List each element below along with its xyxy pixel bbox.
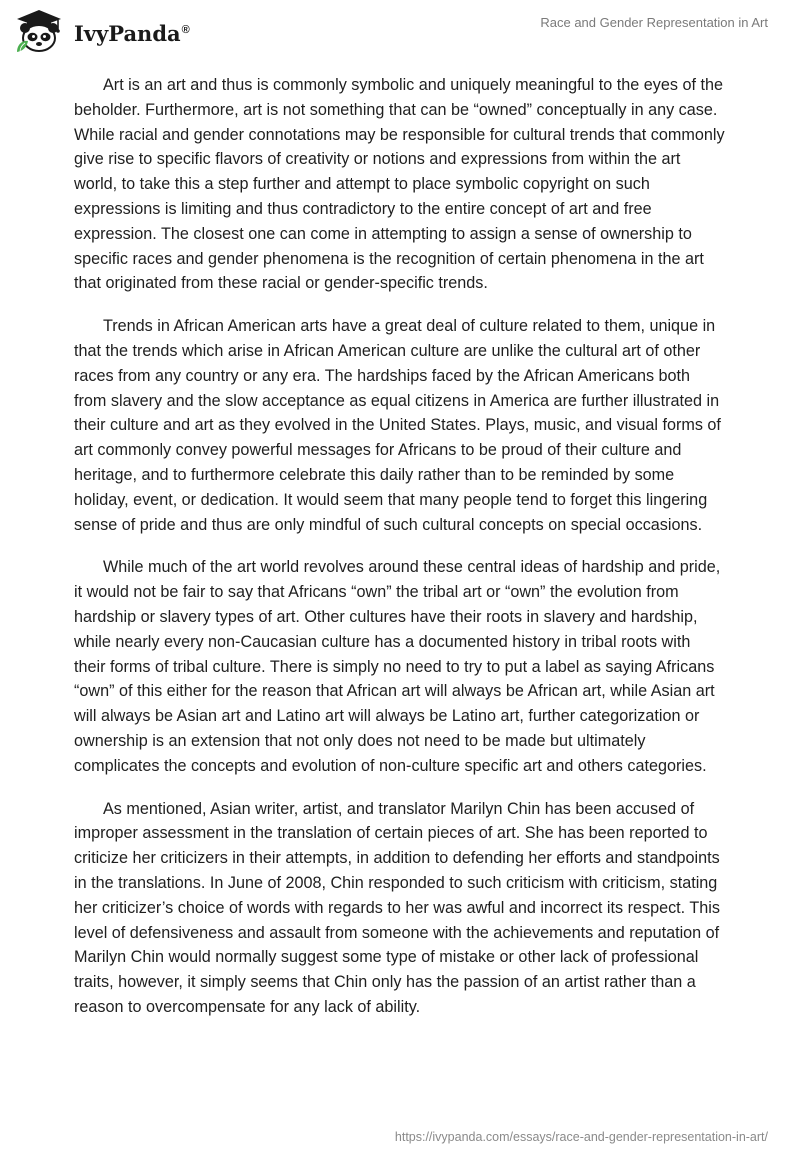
paragraph: Trends in African American arts have a great deal of culture related to them, unique in that the trends which arise in African American culture are unlike the cultural art of other races from any country or any era. The hardships faced by the African Americans both from slavery and the slow acceptance as equal citizens in America are further illustrated in their culture and art as they evolved in the United States. Plays, music, and visual forms of art commonly convey powerful messages for Africans to be proud of their culture and heritage, and to furthermore celebrate this daily rather than to be reminded by some holiday, event, or dedication. It would seem that many people tend to forget this lingering sense of pride and thus are only mindful of such cultural concepts on special occasions.: [74, 317, 721, 534]
source-url[interactable]: https://ivypanda.com/essays/race-and-gender-representation-in-art/: [394, 1130, 768, 1144]
paragraph: As mentioned, Asian writer, artist, and translator Marilyn Chin has been accused of improper assessment in the translation of certain pieces of art. She has been reported to criticize her criticizers in their attempts, in addition to defending her efforts and standpoints in the translations. In June of 2008, Chin responded to such criticism with criticism, stating her criticizer’s choice of words with regards to her was awful and incorrect its respect. This level of defensiveness and assault from someone with the achievements and reputation of Marilyn Chin would normally suggest some type of mistake or other lack of professional traits, however, it simply seems that Chin only has the passion of an artist rather than a reason to overcompensate for any lack of ability.: [74, 799, 720, 1016]
paragraph: Art is an art and thus is commonly symbolic and uniquely meaningful to the eyes of the beholder. Furthermore, art is not something that can be “owned” conceptually in any case. While racial and gender connotations may be responsible for cultural trends that commonly give rise to specific flavors of creativity or notions and expressions from within the art world, to take this a step further and attempt to place symbolic copyright on such expressions is limiting and thus contradictory to the entire concept of art and free expression. The closest one can come in attempting to assign a sense of ownership to specific races and gender phenomena is the recognition of certain phenomena in the art that originated from these racial or gender-specific trends.: [74, 76, 725, 293]
ivypanda-logo[interactable]: [14, 8, 194, 54]
document-title: Race and Gender Representation in Art: [540, 15, 768, 30]
page-header: [0, 0, 800, 60]
panda-graduation-cap-icon: [14, 8, 64, 54]
essay-body: [74, 73, 726, 1038]
logo-wordmark: IvyPanda®: [74, 21, 190, 46]
paragraph: While much of the art world revolves around these central ideas of hardship and pride, it would not be fair to say that Africans “own” the tribal art or “own” the evolution from hardship or slavery types of art. Other cultures have their roots in slavery and hardship, while nearly every non-Caucasian culture has a documented history in tribal roots with their forms of tribal culture. There is simply no need to try to put a label as saying Africans “own” of this either for the reason that African art will always be African art, while Asian art will always be Asian art and Latino art will always be Latino art, further categorization or ownership is an extension that not only does not need to be made but ultimately complicates the concepts and evolution of non-culture specific art and others categories.: [74, 558, 721, 775]
